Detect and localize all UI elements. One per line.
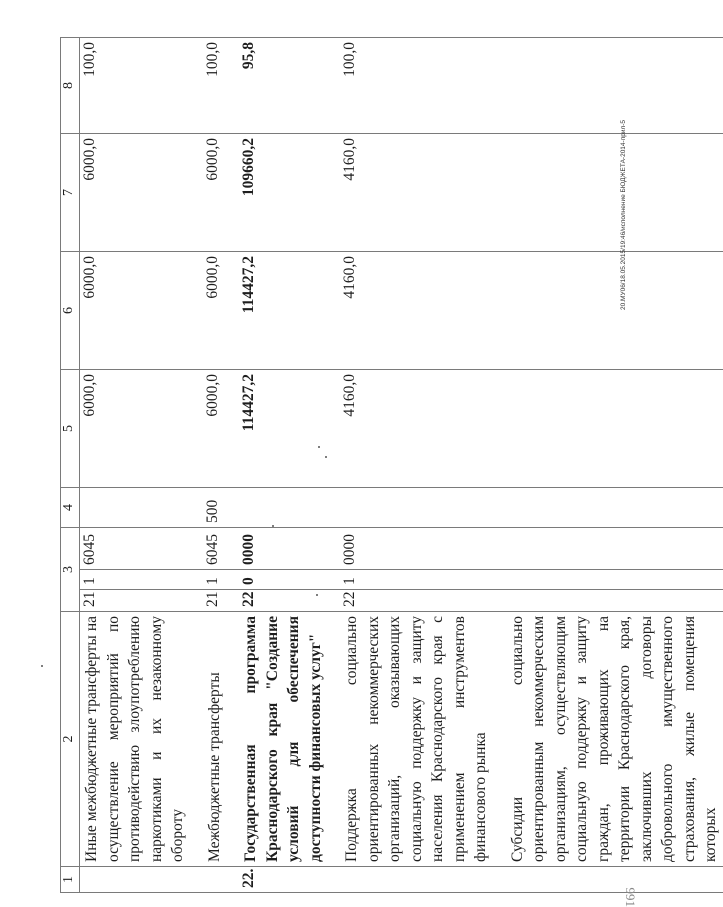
value-col-7 bbox=[493, 133, 723, 251]
header-col-2: 2 bbox=[61, 612, 80, 867]
value-col-8 bbox=[493, 37, 723, 133]
row-name: Государственная программа Краснодарского края "Создание условий для обеспечения доступности финансовых услуг" bbox=[226, 612, 327, 867]
value-col-7: 4160,0 bbox=[327, 133, 493, 251]
header-col-3: 3 bbox=[61, 527, 80, 611]
value-col-6: 114427,2 bbox=[226, 251, 327, 369]
table-header bbox=[61, 37, 80, 892]
code-expense-type bbox=[327, 487, 493, 527]
page-number: 991 bbox=[622, 888, 638, 907]
document-reference: 20.МУ06/18.05.2015/19:46/исполнение БЮДЖЕТА-2014-прил-5 bbox=[620, 120, 627, 310]
table-row bbox=[493, 37, 723, 892]
code-subprogram bbox=[493, 570, 723, 590]
code-program: 21 bbox=[80, 590, 190, 612]
code-subprogram: 1 bbox=[327, 570, 493, 590]
value-col-6: 6000,0 bbox=[190, 251, 227, 369]
value-col-7: 109660,2 bbox=[226, 133, 327, 251]
row-number: 22. bbox=[226, 867, 327, 893]
code-direction bbox=[493, 527, 723, 569]
code-expense-type bbox=[80, 487, 190, 527]
scan-speck bbox=[316, 594, 318, 596]
table-row bbox=[226, 37, 327, 892]
code-direction: 6045 bbox=[80, 527, 190, 569]
code-subprogram: 1 bbox=[80, 570, 190, 590]
header-col-6: 6 bbox=[61, 251, 80, 369]
code-program: 22 bbox=[327, 590, 493, 612]
code-expense-type bbox=[493, 487, 723, 527]
table-row bbox=[190, 37, 227, 892]
value-col-7: 6000,0 bbox=[80, 133, 190, 251]
header-col-5: 5 bbox=[61, 369, 80, 487]
scan-speck bbox=[272, 525, 274, 527]
value-col-6 bbox=[493, 251, 723, 369]
value-col-8: 100,0 bbox=[190, 37, 227, 133]
row-number bbox=[80, 867, 190, 893]
row-name: Субсидии социально ориентированным некоммерческим организациям, осуществляющим социальную поддержку и защиту граждан, проживающих на территории Краснодарского края, заключивших договоры добровольного имущественного страхования, жилые помещения которых bbox=[493, 612, 723, 867]
header-col-8: 8 bbox=[61, 37, 80, 133]
code-subprogram: 0 bbox=[226, 570, 327, 590]
code-direction: 6045 bbox=[190, 527, 227, 569]
row-name: Поддержка социально ориентированных некоммерческих организаций, оказывающих социальную поддержку и защиту населения Краснодарского края с применением инструментов финансового рынка bbox=[327, 612, 493, 867]
scan-speck bbox=[318, 446, 320, 448]
code-program: 21 bbox=[190, 590, 227, 612]
row-number bbox=[493, 867, 723, 893]
table-row bbox=[327, 37, 493, 892]
row-name: Межбюджетные трансферты bbox=[190, 612, 227, 867]
value-col-5 bbox=[493, 369, 723, 487]
value-col-5: 4160,0 bbox=[327, 369, 493, 487]
header-col-4: 4 bbox=[61, 487, 80, 527]
scan-speck bbox=[325, 456, 327, 458]
header-col-1: 1 bbox=[61, 867, 80, 893]
row-name: Иные межбюджетные трансферты на осуществление мероприятий по противодействию злоупотреблению наркотиками и их незаконному обороту bbox=[80, 612, 190, 867]
header-col-7: 7 bbox=[61, 133, 80, 251]
code-expense-type bbox=[226, 487, 327, 527]
code-direction: 0000 bbox=[327, 527, 493, 569]
code-subprogram: 1 bbox=[190, 570, 227, 590]
code-program bbox=[493, 590, 723, 612]
row-number bbox=[190, 867, 227, 893]
code-program: 22 bbox=[226, 590, 327, 612]
value-col-6: 6000,0 bbox=[80, 251, 190, 369]
value-col-6: 4160,0 bbox=[327, 251, 493, 369]
value-col-7: 6000,0 bbox=[190, 133, 227, 251]
value-col-5: 114427,2 bbox=[226, 369, 327, 487]
row-number bbox=[327, 867, 493, 893]
value-col-8: 100,0 bbox=[327, 37, 493, 133]
scan-speck bbox=[41, 665, 43, 667]
value-col-8: 100,0 bbox=[80, 37, 190, 133]
value-col-5: 6000,0 bbox=[80, 369, 190, 487]
table-row bbox=[80, 37, 190, 892]
code-expense-type: 500 bbox=[190, 487, 227, 527]
value-col-8: 95,8 bbox=[226, 37, 327, 133]
code-direction: 0000 bbox=[226, 527, 327, 569]
value-col-5: 6000,0 bbox=[190, 369, 227, 487]
